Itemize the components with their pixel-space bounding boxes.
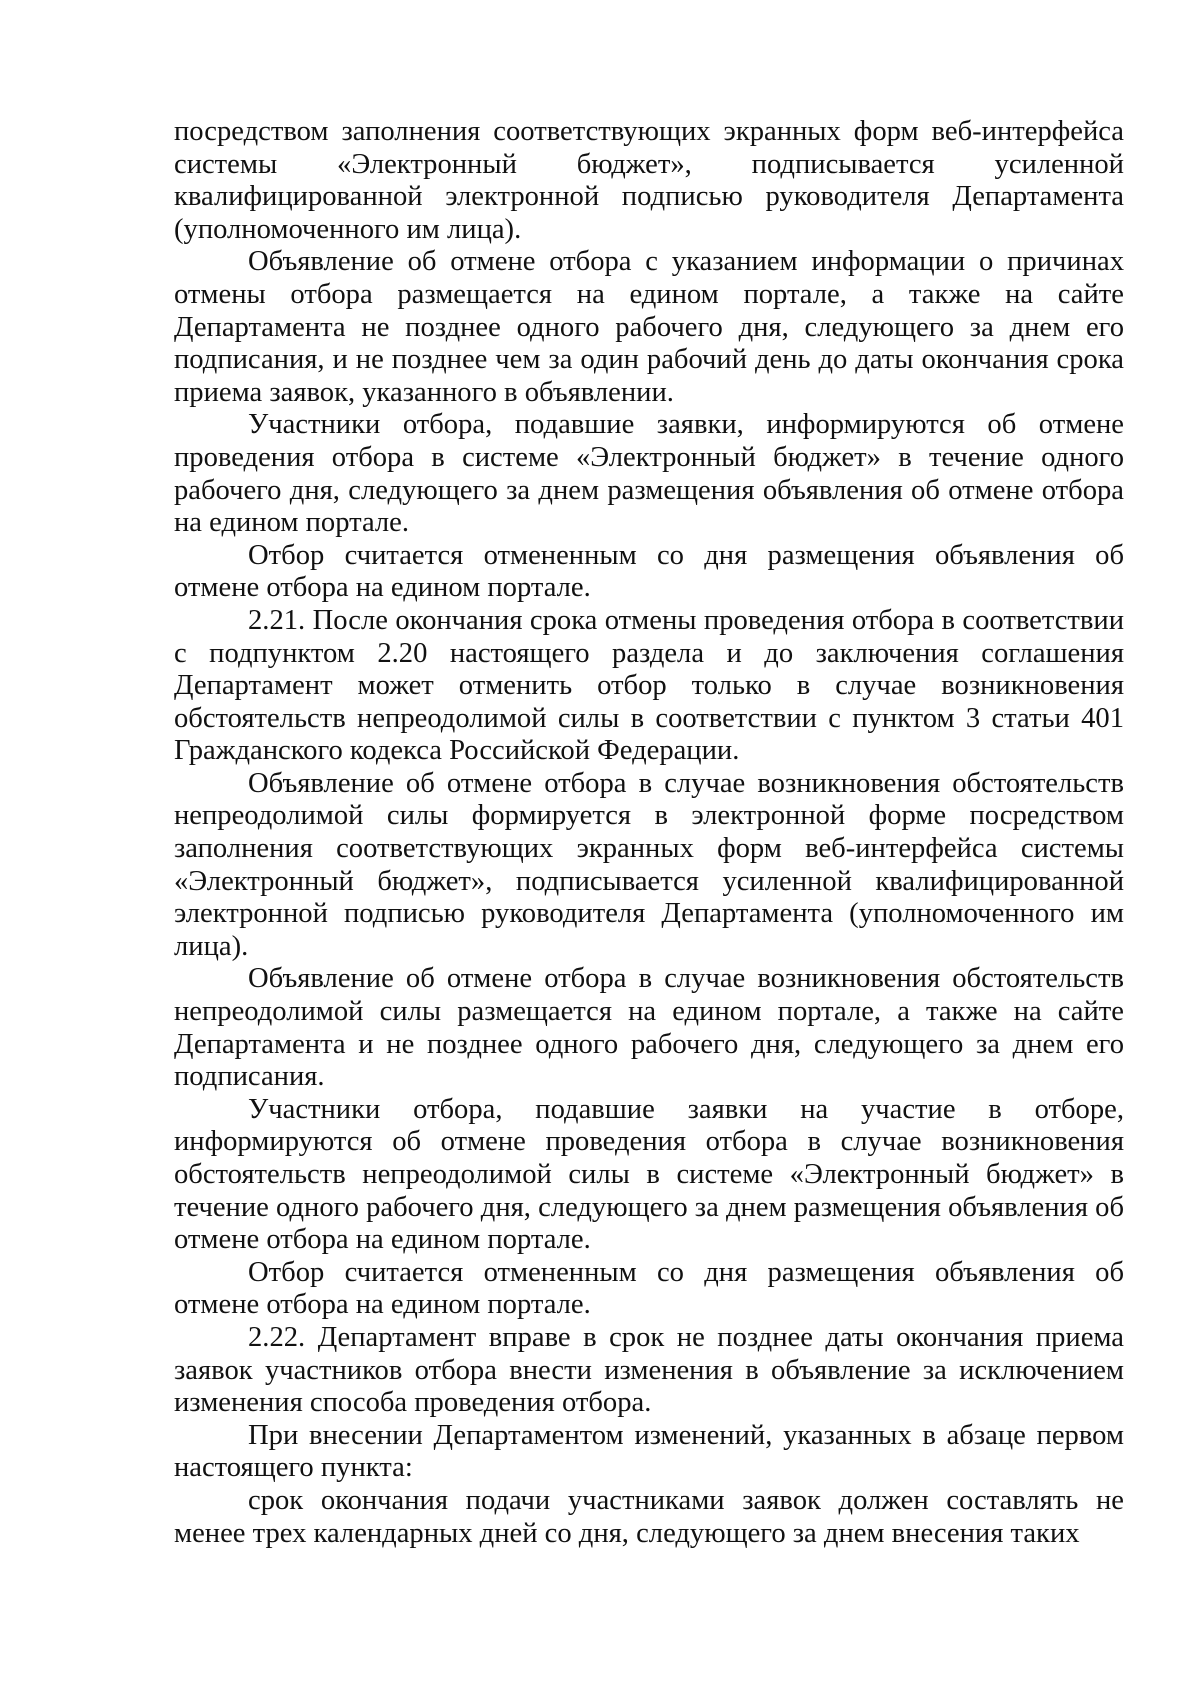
paragraph-force-majeure-cancelled: Отбор считается отмененным со дня размещения объявления об отмене отбора на едином портале. xyxy=(174,1256,1124,1321)
paragraph-continuation: посредством заполнения соответствующих экранных форм веб-интерфейса системы «Электронный бюджет», подписывается усиленной квалифицированной электронной подписью руководителя Департамента (уполномоченного им лица). xyxy=(174,116,1124,245)
paragraph-cancellation-announcement: Объявление об отмене отбора с указанием информации о причинах отмены отбора размещается на едином портале, а также на сайте Департамента не позднее одного рабочего дня, следующего за днем его подписания, и не позднее чем за один рабочий день до даты окончания срока приема заявок, указанного в объявлении. xyxy=(174,246,1124,408)
document-body xyxy=(174,116,1124,1550)
paragraph-force-majeure-publication: Объявление об отмене отбора в случае возникновения обстоятельств непреодолимой силы размещается на едином портале, а также на сайте Департамента и не позднее одного рабочего дня, следующего за днем его подписания. xyxy=(174,963,1124,1093)
paragraph-force-majeure-participants: Участники отбора, подавшие заявки на участие в отборе, информируются об отмене проведения отбора в случае возникновения обстоятельств непреодолимой силы в системе «Электронный бюджет» в течение одного рабочего дня, следующего за днем размещения объявления об отмене отбора на едином портале. xyxy=(174,1093,1124,1256)
paragraph-clause-2-22: 2.22. Департамент вправе в срок не позднее даты окончания приема заявок участников отбора внести изменения в объявление за исключением изменения способа проведения отбора. xyxy=(174,1321,1124,1419)
paragraph-clause-2-21: 2.21. После окончания срока отмены проведения отбора в соответствии с подпунктом 2.20 настоящего раздела и до заключения соглашения Департамент может отменить отбор только в случае возникновения обстоятельств непреодолимой силы в соответствии с пунктом 3 статьи 401 Гражданского кодекса Российской Федерации. xyxy=(174,604,1124,767)
paragraph-participants-informed: Участники отбора, подавшие заявки, информируются об отмене проведения отбора в системе «Электронный бюджет» в течение одного рабочего дня, следующего за днем размещения объявления об отмене отбора на едином портале. xyxy=(174,409,1124,539)
paragraph-force-majeure-announcement: Объявление об отмене отбора в случае возникновения обстоятельств непреодолимой силы формируется в электронной форме посредством заполнения соответствующих экранных форм веб-интерфейса системы «Электронный бюджет», подписывается усиленной квалифицированной электронной подписью руководителя Департамента (уполномоченного им лица). xyxy=(174,767,1124,962)
paragraph-deadline-requirement: срок окончания подачи участниками заявок должен составлять не менее трех календарных дней со дня, следующего за днем внесения таких xyxy=(174,1484,1124,1549)
paragraph-changes-intro: При внесении Департаментом изменений, указанных в абзаце первом настоящего пункта: xyxy=(174,1419,1124,1484)
paragraph-selection-cancelled: Отбор считается отмененным со дня размещения объявления об отмене отбора на едином портале. xyxy=(174,539,1124,604)
